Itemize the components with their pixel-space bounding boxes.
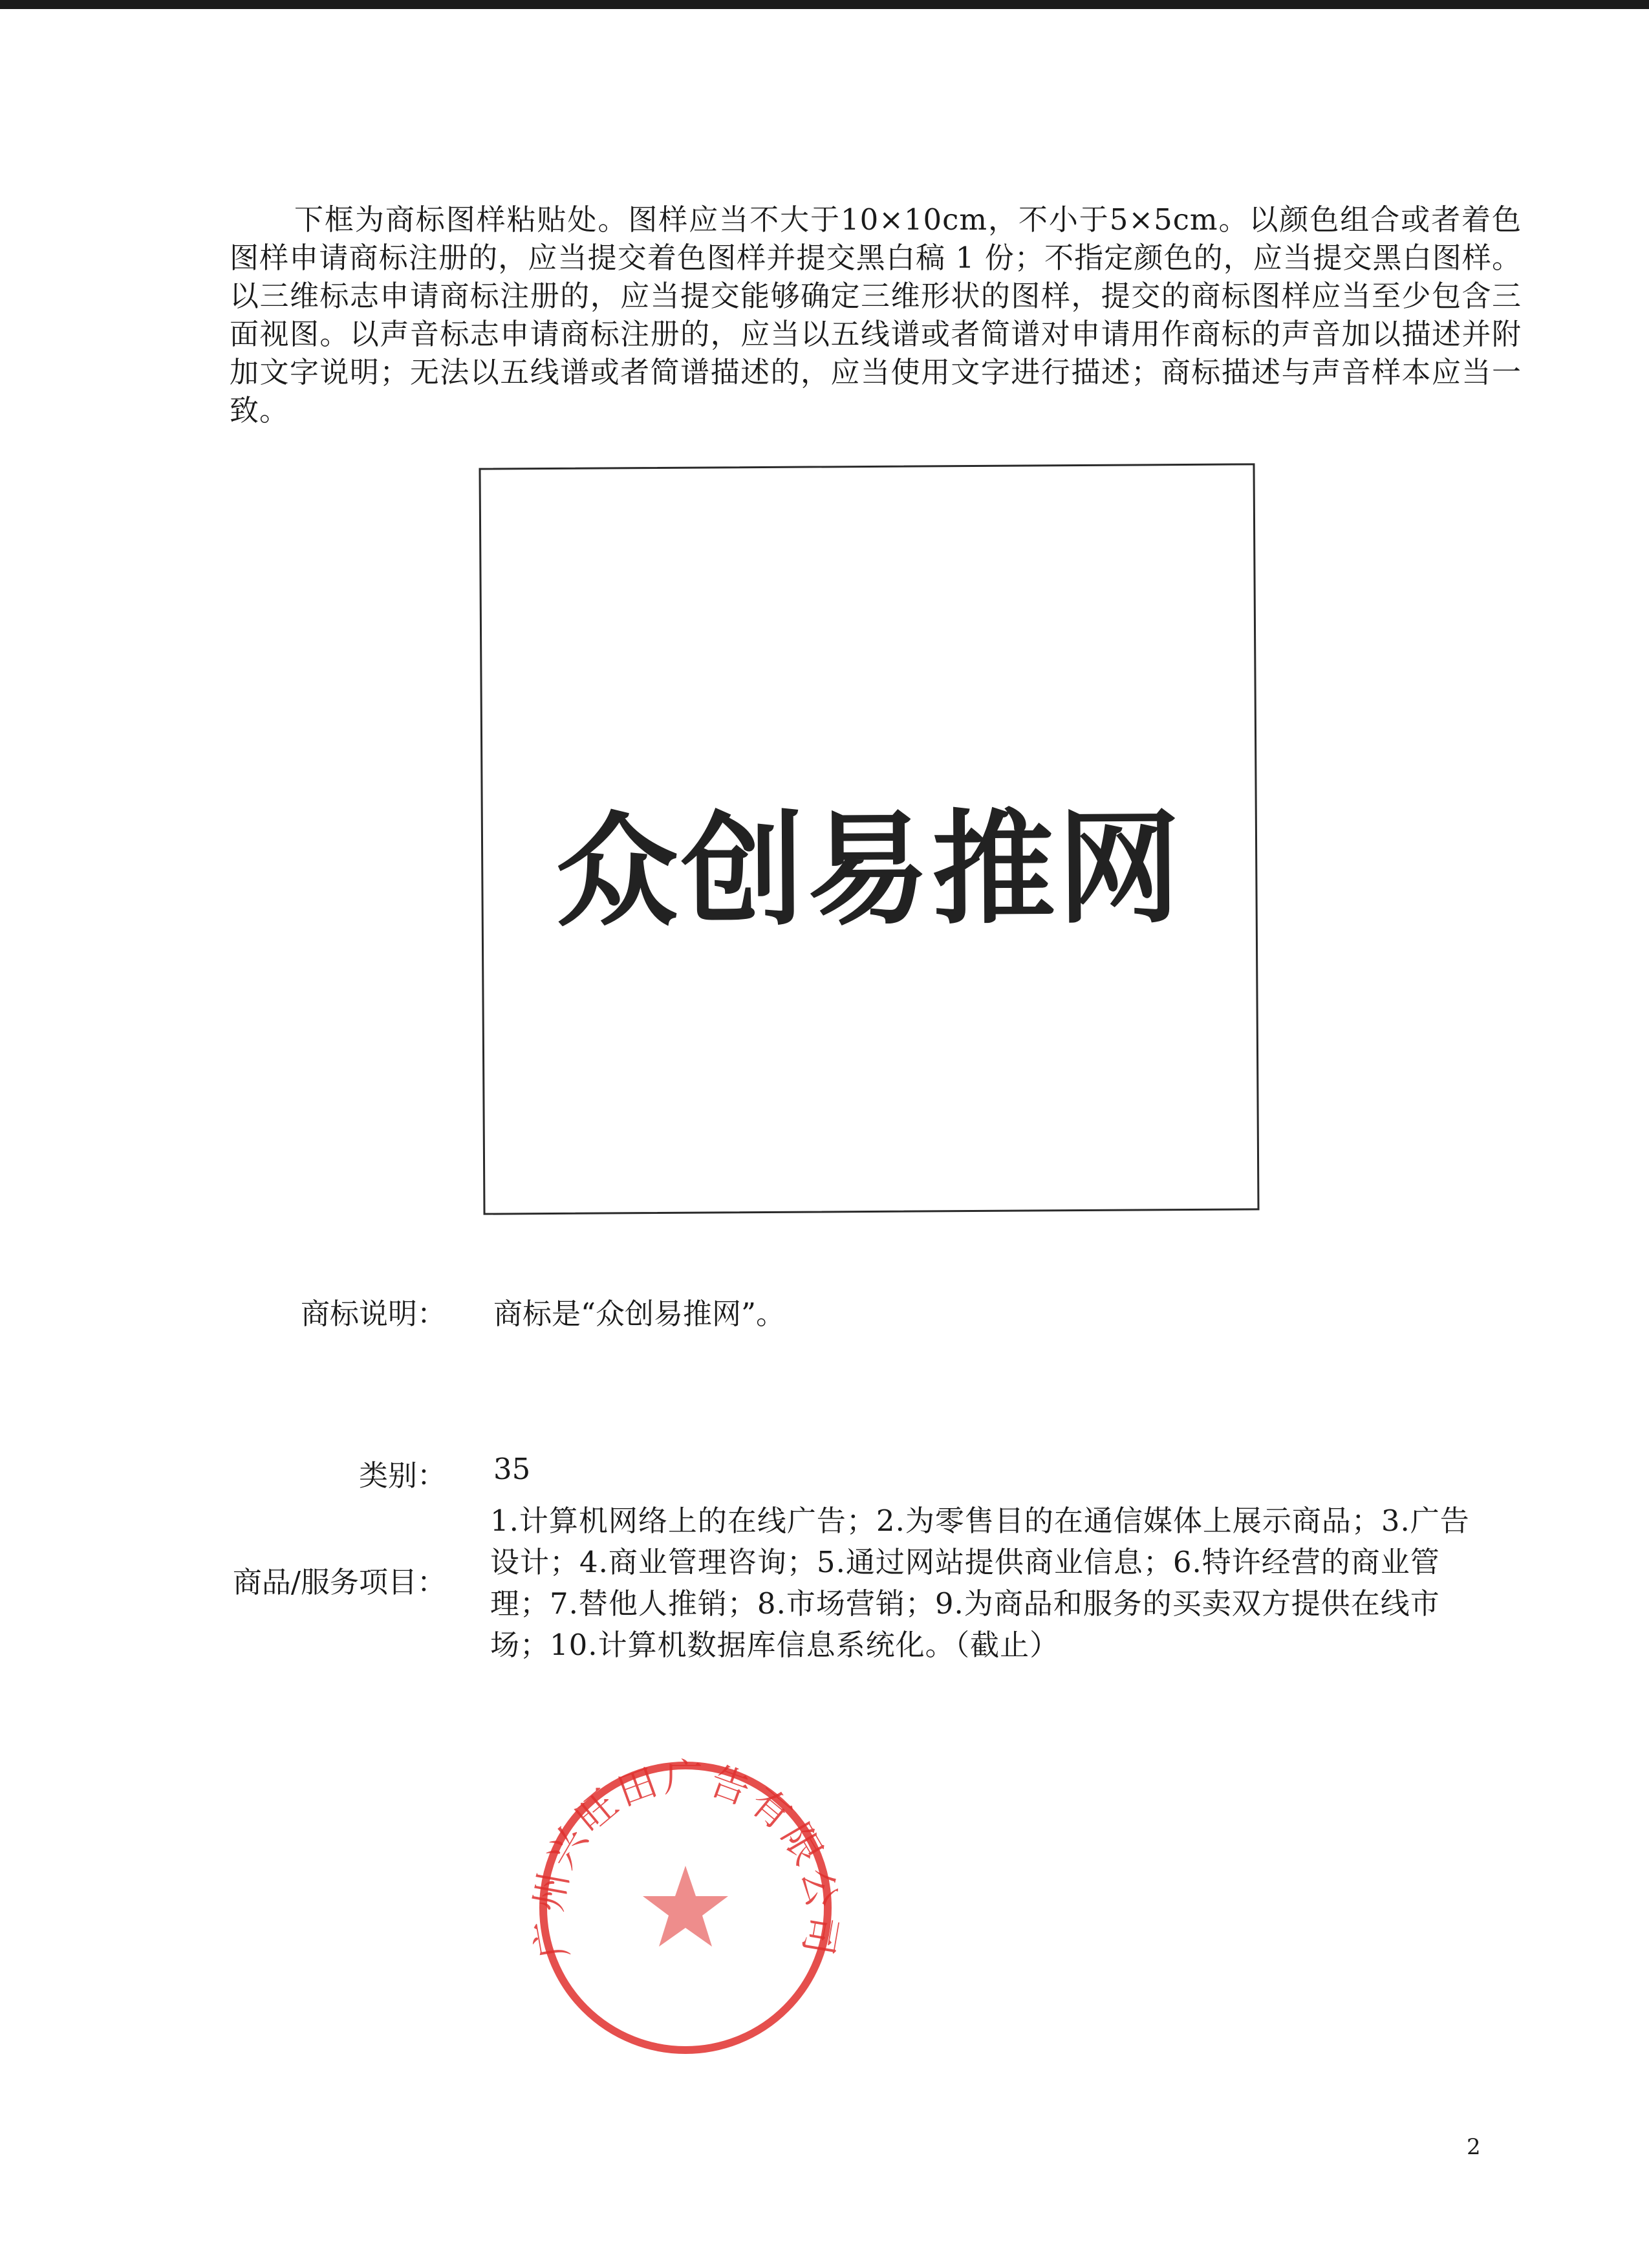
category-label: 类别： <box>358 1458 446 1493</box>
trademark-image-box <box>479 463 1259 1215</box>
paste-instructions: 下框为商标图样粘贴处。图样应当不大于10×10cm，不小于5×5cm。以颜色组合或者着色图样申请商标注册的，应当提交着色图样并提交黑白稿 1 份；不指定颜色的，应当提交黑白图样。以三维标志申请商标注册的，应当提交能够确定三维形状的图样，提交的商标图样应当至少包含三面视图。以声音标志申请商标注册的，应当以五线谱或者简谱对申请用作商标的声音加以描述并附加文字说明；无法以五线谱或者简谱描述的，应当使用文字进行描述；商标描述与声音样本应当一致。 <box>230 202 1522 427</box>
description-value: 商标是“众创易推网”。 <box>493 1297 786 1331</box>
goods-label: 商品/服务项目： <box>232 1565 446 1599</box>
description-label: 商标说明： <box>300 1297 446 1331</box>
company-seal <box>524 1746 847 2069</box>
goods-value: 1.计算机网络上的在线广告；2.为零售目的在通信媒体上展示商品；3.广告设计；4.商业管理咨询；5.通过网站提供商业信息；6.特许经营的商业管理；7.替他人推销；8.市场营销；9.为商品和服务的买卖双方提供在线市场；10.计算机数据库信息系统化。（截止） <box>490 1504 1470 1662</box>
category-value: 35 <box>493 1452 531 1486</box>
seal-star-icon <box>643 1866 728 1947</box>
scan-top-edge <box>0 0 1649 9</box>
page-number: 2 <box>1467 2134 1481 2160</box>
trademark-text: 众创易推网 <box>555 797 1183 944</box>
seal-text: 广州兴旺田广告有限公司 <box>525 1756 846 1962</box>
svg-text:广州兴旺田广告有限公司 <box>526 1756 845 1961</box>
